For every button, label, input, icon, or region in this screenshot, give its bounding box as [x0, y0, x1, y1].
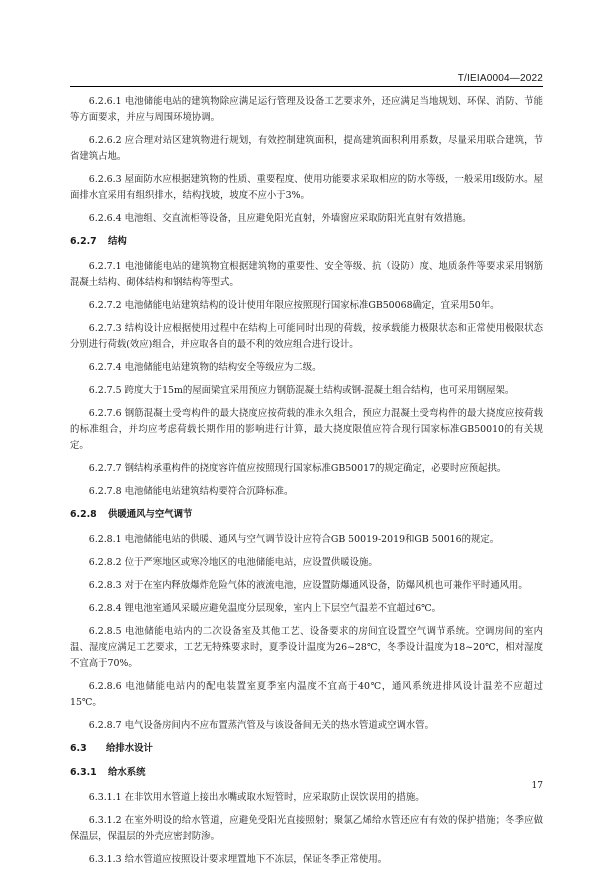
- document-body: [70, 94, 543, 875]
- section-heading: [70, 742, 543, 756]
- heading-number: 6.3.1: [70, 767, 97, 778]
- clause-paragraph: 6.2.8.5 电池储能电站内的二次设备室及其他工艺、设备要求的房间宜设置空气调节系统。空调房间的室内温、湿度应满足工艺要求，工艺无特殊要求时，夏季设计温度为26~28℃，冬季设计温度为18~20℃，相对湿度不宜高于70%。: [70, 626, 543, 669]
- heading-title: 给排水设计: [106, 743, 153, 754]
- subsection-heading: [70, 766, 543, 780]
- subsection-heading: [70, 508, 543, 522]
- clause-paragraph: 6.2.7.8 电池储能电站建筑结构要符合沉降标准。: [88, 486, 294, 497]
- clause-paragraph: 6.2.8.6 电池储能电站内的配电装置室夏季室内温度不宜高于40℃，通风系统进排风设计温差不应超过15℃。: [70, 681, 543, 708]
- clause-paragraph: 6.2.8.4 锂电池室通风采暖应避免温度分层现象，室内上下层空气温差不宜超过6℃。: [88, 603, 442, 614]
- clause-paragraph: 6.2.6.2 应合理对站区建筑物进行规划，有效控制建筑面积，提高建筑面积利用系数，尽量采用联合建筑，节省建筑占地。: [70, 135, 543, 162]
- clause-paragraph: 6.2.8.7 电气设备房间内不应布置蒸汽管及与该设备间无关的热水管道或空调水管。: [88, 720, 434, 731]
- heading-number: 6.2.8: [70, 509, 97, 520]
- clause-paragraph: 6.3.1.3 给水管道应按照设计要求埋置地下不冻层，保证冬季正常使用。: [88, 854, 388, 865]
- heading-number: 6.3: [70, 743, 87, 754]
- clause-paragraph: 6.2.6.1 电池储能电站的建筑物除应满足运行管理及设备工艺要求外，还应满足当地规划、环保、消防、节能等方面要求，并应与周围环境协调。: [70, 96, 543, 123]
- clause-paragraph: 6.2.8.2 位于严寒地区或寒冷地区的电池储能电站，应设置供暖设施。: [88, 557, 378, 568]
- clause-paragraph: 6.3.1.1 在非饮用水管道上接出水嘴或取水短管时，应采取防止误饮误用的措施。: [88, 792, 425, 803]
- clause-paragraph: 6.2.7.3 结构设计应根据使用过程中在结构上可能同时出现的荷载，按承载能力极限状态和正常使用极限状态分别进行荷载(效应)组合，并应取各自的最不利的效应组合进行设计。: [70, 323, 543, 350]
- clause-paragraph: 6.2.8.3 对于在室内释放爆炸危险气体的液流电池，应设置防爆通风设备，防爆风机也可兼作平时通风用。: [88, 580, 528, 591]
- clause-paragraph: 6.2.7.6 钢筋混凝土受弯构件的最大挠度应按荷载的准永久组合，预应力混凝土受弯构件的最大挠度应按荷载的标准组合，并均应考虑荷载长期作用的影响进行计算，最大挠度限值应符合现行国家标准GB50010的有关规定。: [70, 408, 543, 451]
- heading-number: 6.2.7: [70, 236, 97, 247]
- page-number: 17: [531, 781, 543, 791]
- clause-paragraph: 6.3.1.2 在室外明设的给水管道，应避免受阳光直接照射；聚氯乙烯给水管还应有有效的保护措施；冬季应做保温层，保温层的外壳应密封防渗。: [70, 815, 543, 842]
- clause-paragraph: 6.2.7.4 电池储能电站建筑物的结构安全等级应为二级。: [88, 362, 322, 373]
- document-code: T/IEIA0004—2022: [457, 73, 543, 84]
- header-rule: [70, 86, 543, 87]
- clause-paragraph: 6.2.8.1 电池储能电站的供暖、通风与空气调节设计应符合GB 50019-2019和GB 50016的规定。: [88, 534, 500, 545]
- heading-title: 结构: [108, 236, 127, 247]
- clause-paragraph: 6.2.6.3 屋面防水应根据建筑物的性质、重要程度、使用功能要求采取相应的防水等级，一般采用Ⅰ级防水。屋面排水宜采用有组织排水，结构找坡，坡度不应小于3%。: [70, 174, 543, 201]
- clause-paragraph: 6.2.7.7 钢结构承重构件的挠度容许值应按照现行国家标准GB50017的规定确定，必要时应预起拱。: [88, 463, 507, 474]
- clause-paragraph: 6.2.7.5 跨度大于15m的屋面梁宜采用预应力钢筋混凝土结构或钢-混凝土组合结构，也可采用钢屋架。: [88, 385, 515, 396]
- clause-paragraph: 6.2.7.2 电池储能电站建筑结构的设计使用年限应按照现行国家标准GB50068确定，宜采用50年。: [88, 300, 500, 311]
- clause-paragraph: 6.2.7.1 电池储能电站的建筑物宜根据建筑物的重要性、安全等级、抗（设防）度、地质条件等要求采用钢筋混凝土结构、砌体结构和钢结构等型式。: [70, 261, 543, 288]
- subsection-heading: [70, 235, 543, 249]
- heading-title: 供暖通风与空气调节: [108, 509, 193, 520]
- heading-title: 给水系统: [108, 767, 146, 778]
- clause-paragraph: 6.2.6.4 电池组、交直流柜等设备，且应避免阳光直射，外墙窗应采取防阳光直射有效措施。: [88, 213, 472, 224]
